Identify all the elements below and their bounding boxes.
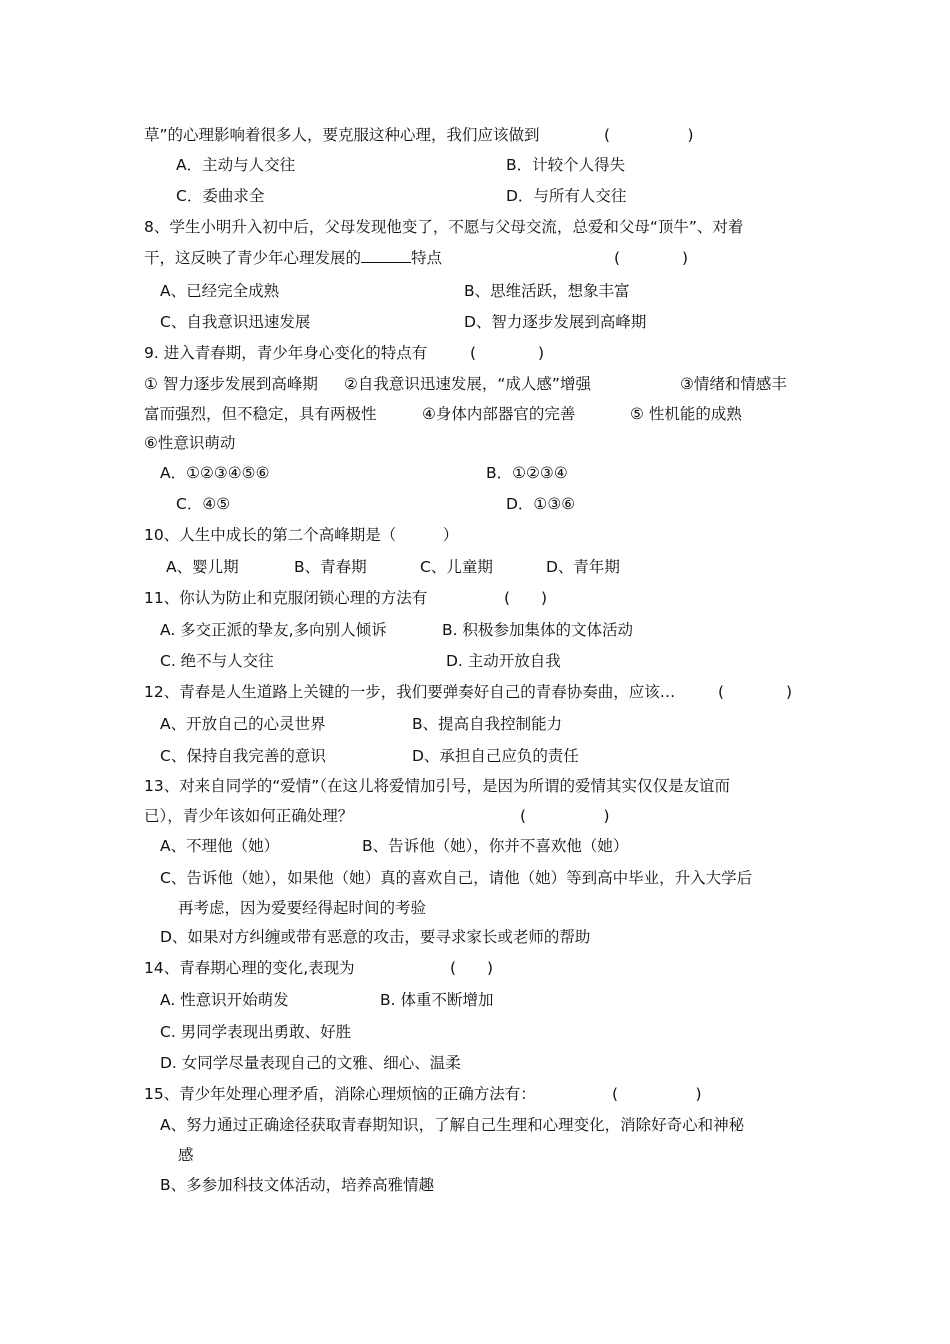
q13-option-a: A、不理他（她） bbox=[160, 837, 280, 855]
q7-option-c: C．委曲求全 bbox=[176, 187, 265, 205]
q12-option-b: B、提高自我控制能力 bbox=[412, 715, 563, 733]
q8-answer-paren: ( ) bbox=[614, 249, 689, 267]
q9-item-2: ②自我意识迅速发展，“成人感”增强 bbox=[344, 375, 591, 393]
q8-option-d: D、智力逐步发展到高峰期 bbox=[464, 313, 647, 331]
q13-stem-line1: 13、对来自同学的“爱情”（在这儿将爱情加引号，是因为所谓的爱情其实仅仅是友谊而 bbox=[144, 777, 731, 795]
q7-stem-continuation: 草”的心理影响着很多人，要克服这种心理，我们应该做到 bbox=[144, 126, 540, 144]
q14-answer-paren: ( ) bbox=[450, 959, 494, 977]
q12-option-c: C、保持自我完善的意识 bbox=[160, 747, 326, 765]
q10-option-c: C、儿童期 bbox=[420, 558, 493, 576]
q15-stem: 15、青少年处理心理矛盾，消除心理烦恼的正确方法有： bbox=[144, 1085, 536, 1103]
q11-option-b: B. 积极参加集体的文体活动 bbox=[442, 621, 633, 639]
q11-option-a: A. 多交正派的挚友,多向别人倾诉 bbox=[160, 621, 387, 639]
q9-option-a: A．①②③④⑤⑥ bbox=[160, 464, 270, 482]
q8-option-a: A、已经完全成熟 bbox=[160, 282, 280, 300]
q10-option-d: D、青年期 bbox=[546, 558, 620, 576]
q12-option-a: A、开放自己的心灵世界 bbox=[160, 715, 326, 733]
q14-option-a: A. 性意识开始萌发 bbox=[160, 991, 289, 1009]
q11-option-d: D. 主动开放自我 bbox=[446, 652, 561, 670]
q7-answer-paren: ( ) bbox=[604, 126, 694, 144]
q9-item-3: ③情绪和情感丰 bbox=[680, 375, 787, 393]
q9-item-5: ⑤ 性机能的成熟 bbox=[630, 405, 742, 423]
q11-stem: 11、你认为防止和克服闭锁心理的方法有 bbox=[144, 589, 428, 607]
q14-option-d: D. 女同学尽量表现自己的文雅、细心、温柔 bbox=[160, 1054, 461, 1072]
q13-option-c-line2: 再考虑，因为爱要经得起时间的考验 bbox=[178, 899, 427, 917]
q15-option-a-line2: 感 bbox=[178, 1146, 194, 1164]
q12-answer-paren: ( ) bbox=[718, 683, 793, 701]
q15-answer-paren: ( ) bbox=[612, 1085, 702, 1103]
q14-option-c: C. 男同学表现出勇敢、好胜 bbox=[160, 1023, 352, 1041]
q12-stem: 12、青春是人生道路上关键的一步，我们要弹奏好自己的青春协奏曲，应该… bbox=[144, 683, 676, 701]
q9-answer-paren: ( ) bbox=[470, 344, 545, 362]
q13-stem-line2: 已），青少年该如何正确处理？ bbox=[144, 807, 354, 825]
q13-option-c-line1: C、告诉他（她），如果他（她）真的喜欢自己，请他（她）等到高中毕业，升入大学后 bbox=[160, 869, 753, 887]
q9-option-b: B．①②③④ bbox=[486, 464, 568, 482]
q8-stem-line1: 8、学生小明升入初中后，父母发现他变了，不愿与父母交流，总爱和父母“顶牛”、对着 bbox=[144, 218, 744, 236]
q14-stem: 14、青春期心理的变化,表现为 bbox=[144, 959, 355, 977]
q9-item-6: ⑥性意识萌动 bbox=[144, 434, 236, 452]
q9-option-d: D．①③⑥ bbox=[506, 495, 576, 513]
q14-option-b: B. 体重不断增加 bbox=[380, 991, 494, 1009]
q15-option-b: B、多参加科技文体活动，培养高雅情趣 bbox=[160, 1176, 435, 1194]
q15-option-a-line1: A、努力通过正确途径获取青春期知识，了解自己生理和心理变化，消除好奇心和神秘 bbox=[160, 1116, 745, 1134]
q7-option-b: B．计较个人得失 bbox=[506, 156, 626, 174]
q8-stem-line2 bbox=[144, 247, 442, 269]
q11-option-c: C. 绝不与人交往 bbox=[160, 652, 274, 670]
q7-option-d: D．与所有人交往 bbox=[506, 187, 627, 205]
q11-answer-paren: ( ) bbox=[504, 589, 548, 607]
q13-option-b: B、告诉他（她），你并不喜欢他（她） bbox=[362, 837, 629, 855]
q10-option-b: B、青春期 bbox=[294, 558, 367, 576]
q13-answer-paren: ( ) bbox=[520, 807, 610, 825]
q10-option-a: A、婴儿期 bbox=[166, 558, 239, 576]
q9-item-4: ④身体内部器官的完善 bbox=[422, 405, 576, 423]
q9-option-c: C．④⑤ bbox=[176, 495, 231, 513]
q13-option-d: D、如果对方纠缠或带有恶意的攻击，要寻求家长或老师的帮助 bbox=[160, 928, 591, 946]
q9-stem: 9. 进入青春期，青少年身心变化的特点有 bbox=[144, 344, 428, 362]
q9-item-3-cont: 富而强烈，但不稳定，具有两极性 bbox=[144, 405, 377, 423]
q7-option-a: A．主动与人交往 bbox=[176, 156, 296, 174]
q9-item-1: ① 智力逐步发展到高峰期 bbox=[144, 375, 318, 393]
q8-option-c: C、自我意识迅速发展 bbox=[160, 313, 311, 331]
q12-option-d: D、承担自己应负的责任 bbox=[412, 747, 579, 765]
q8-fill-blank bbox=[361, 248, 411, 263]
q8-stem-suffix: 特点 bbox=[411, 249, 443, 267]
q8-stem-text: 干，这反映了青少年心理发展的 bbox=[144, 249, 362, 267]
q8-option-b: B、思维活跃，想象丰富 bbox=[464, 282, 630, 300]
q10-stem: 10、人生中成长的第二个高峰期是（ ） bbox=[144, 526, 459, 544]
